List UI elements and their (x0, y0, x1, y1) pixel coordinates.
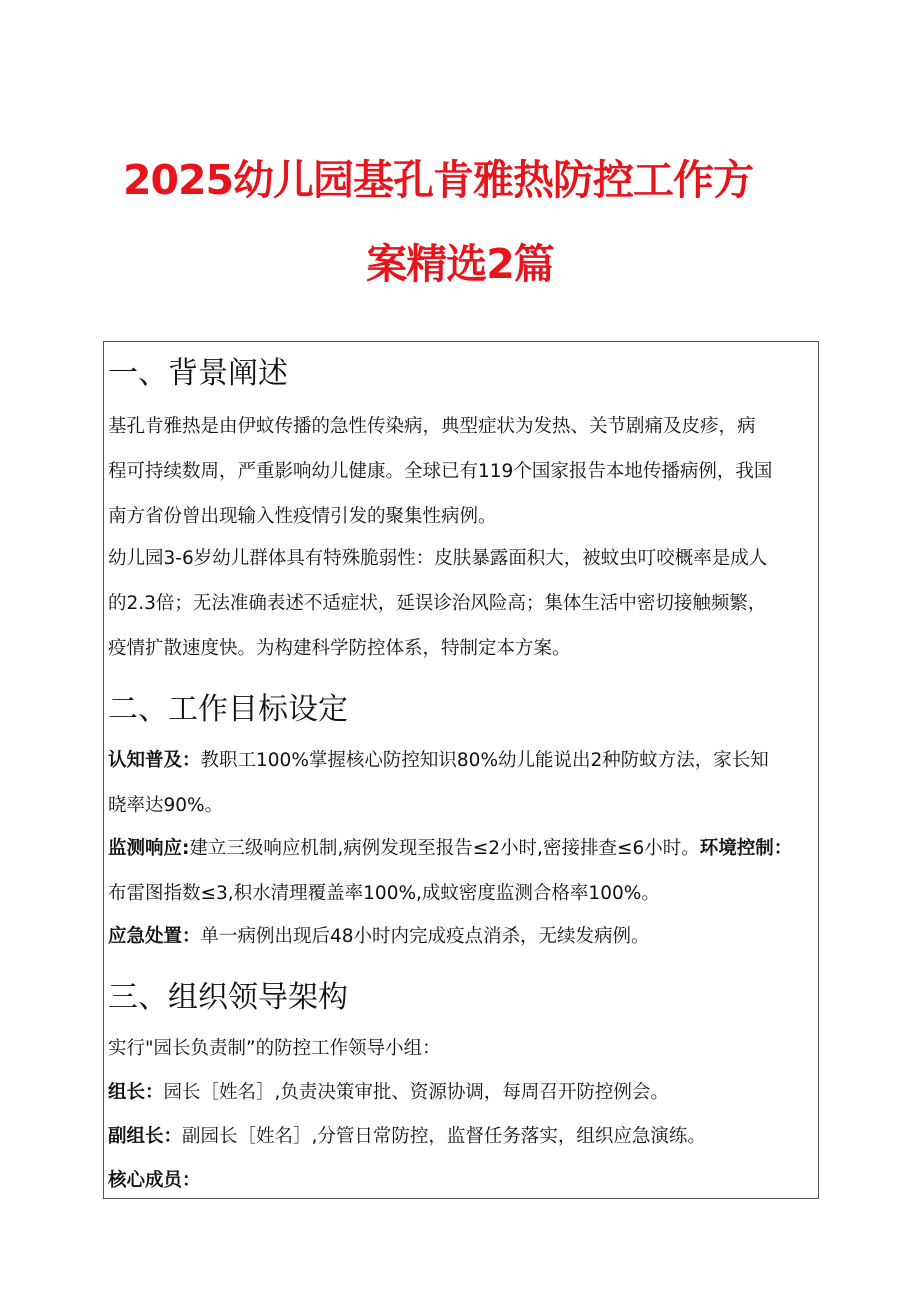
goal-label: 应急处置： (108, 926, 201, 947)
role-label: 核心成员： (108, 1170, 201, 1191)
goal-text: 建立三级响应机制,病例发现至报告≤2小时,密接排查≤6小时。 (189, 838, 700, 859)
text-line (108, 1158, 816, 1199)
background-paragraph-1 (108, 404, 816, 539)
text-line: 程可持续数周，严重影响幼儿健康。全球已有119个国家报告本地传播病例，我国 (108, 461, 773, 482)
content-box (103, 341, 819, 1199)
role-text: 副园长［姓名］,分管日常防控，监督任务落实，组织应急演练。 (182, 1126, 706, 1147)
text-line (108, 914, 816, 959)
role-label: 副组长： (108, 1126, 183, 1147)
section-heading-background: 一、背景阐述 (108, 356, 288, 391)
goal-text: 单一病例出现后48小时内完成疫点消杀，无续发病例。 (200, 926, 650, 947)
text-line: 幼儿园3-6岁幼儿群体具有特殊脆弱性：皮肤暴露面积大，被蚊虫叮咬概率是成人 (108, 548, 768, 569)
text-line: 实行"园长负责制”的防控工作领导小组： (108, 1038, 441, 1059)
document-title-line-2: 案精选2篇 (366, 240, 554, 288)
goal-item-monitoring (108, 826, 816, 916)
goal-label: 环境控制： (699, 838, 793, 859)
role-core-members (108, 1158, 816, 1199)
goal-label: 认知普及： (108, 750, 201, 771)
role-leader (108, 1070, 816, 1115)
goal-item-awareness (108, 738, 816, 828)
goal-text: 教职工100%掌握核心防控知识80%幼儿能说出2种防蚊方法，家长知 (200, 750, 769, 771)
text-line: 基孔肯雅热是由伊蚊传播的急性传染病，典型症状为发热、关节剧痛及皮疹，病 (108, 416, 756, 437)
role-text: 园长［姓名］,负责决策审批、资源协调，每周召开防控例会。 (163, 1082, 669, 1103)
section-heading-goals: 二、工作目标设定 (108, 692, 348, 727)
text-line: 布雷图指数≤3,积水清理覆盖率100%,成蚊密度监测合格率100%。 (108, 883, 660, 904)
role-deputy-leader (108, 1114, 816, 1159)
text-line (108, 738, 816, 783)
goal-item-emergency (108, 914, 816, 959)
role-label: 组长： (108, 1082, 164, 1103)
section-heading-organization: 三、组织领导架构 (108, 980, 348, 1015)
text-line: 南方省份曾出现输入性疫情引发的聚集性病例。 (108, 506, 497, 527)
text-line (108, 1114, 816, 1159)
background-paragraph-2 (108, 536, 816, 671)
text-line (108, 826, 816, 871)
text-line: 晓率达90%。 (108, 795, 224, 816)
text-line (108, 1070, 816, 1115)
text-line: 疫情扩散速度快。为构建科学防控体系，特制定本方案。 (108, 638, 571, 659)
goal-label: 监测响应: (108, 838, 190, 859)
organization-intro (108, 1026, 816, 1071)
document-title-line-1: 2025幼儿园基孔肯雅热防控工作方 (122, 156, 754, 204)
text-line: 的2.3倍；无法准确表述不适症状，延误诊治风险高；集体生活中密切接触频繁， (108, 593, 767, 614)
